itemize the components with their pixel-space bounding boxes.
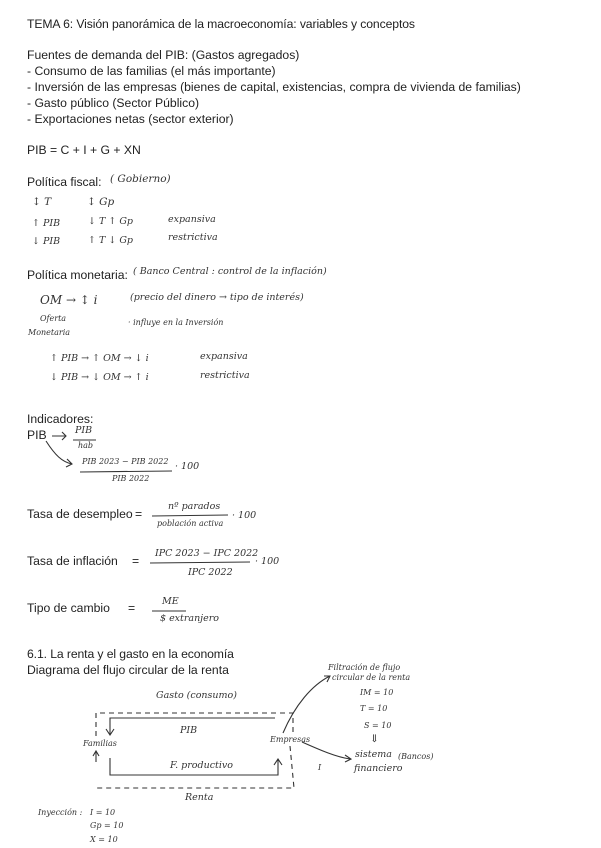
demand-item: - Consumo de las familias (el más importante) bbox=[27, 64, 276, 78]
diagram-empresas: Empresas bbox=[270, 735, 311, 744]
diagram-inj-gp: Gp = 10 bbox=[90, 821, 124, 830]
unemployment-label: Tasa de desempleo bbox=[27, 507, 133, 521]
monetary-influye: · influye en la Inversión bbox=[128, 318, 224, 327]
pib-arrow bbox=[52, 432, 66, 440]
diagram-bancos: (Bancos) bbox=[398, 752, 434, 761]
inflation-bar bbox=[150, 562, 250, 563]
diagram-pib: PIB bbox=[180, 725, 198, 736]
filtration-arrow bbox=[283, 676, 330, 733]
exchange-eq: = bbox=[128, 601, 136, 615]
monetary-om-note: (precio del dinero → tipo de interés) bbox=[130, 292, 304, 303]
diagram-sistema: sistema bbox=[355, 749, 392, 760]
inflation-label: Tasa de inflación bbox=[27, 554, 118, 568]
inflation-times100: · 100 bbox=[255, 556, 280, 567]
fiscal-row2-pib: ↓ PIB bbox=[32, 236, 61, 247]
pib-formula: PIB = C + I + G + XN bbox=[27, 143, 141, 157]
growth-bar bbox=[80, 471, 172, 472]
exchange-num: ME bbox=[162, 596, 179, 607]
unemployment-num: nº parados bbox=[168, 501, 221, 512]
exchange-label: Tipo de cambio bbox=[27, 601, 110, 615]
diagram-familias: Familias bbox=[83, 739, 117, 748]
unemployment-bar bbox=[152, 515, 228, 516]
monetary-row2: ↓ PIB → ↓ OM → ↑ i bbox=[50, 372, 149, 383]
fiscal-row1-tools: ↓ T ↑ Gp bbox=[88, 216, 133, 227]
diagram-s: S = 10 bbox=[364, 721, 392, 730]
savings-arrow bbox=[302, 742, 351, 762]
indicators-heading: Indicadores: bbox=[27, 412, 94, 426]
monetary-label: Política monetaria: bbox=[27, 268, 128, 282]
indicators-pib: PIB bbox=[27, 428, 47, 442]
demand-heading: Fuentes de demanda del PIB: (Gastos agregados) bbox=[27, 48, 300, 62]
diagram-im: IM = 10 bbox=[360, 688, 394, 697]
monetary-monetaria: Monetaria bbox=[28, 328, 71, 337]
diagram-filtracion-1: Filtración de flujo bbox=[328, 663, 401, 672]
inflation-num: IPC 2023 − IPC 2022 bbox=[155, 548, 259, 559]
monetary-row2-type: restrictiva bbox=[200, 370, 250, 381]
inflation-den: IPC 2022 bbox=[188, 567, 233, 578]
diagram-gasto: Gasto (consumo) bbox=[156, 690, 237, 701]
growth-num: PIB 2023 − PIB 2022 bbox=[82, 457, 169, 466]
diagram-i: I bbox=[318, 763, 322, 772]
section-subtitle: Diagrama del flujo circular de la renta bbox=[27, 663, 229, 677]
section-title: 6.1. La renta y el gasto en la economía bbox=[27, 647, 234, 661]
demand-item: - Gasto público (Sector Público) bbox=[27, 96, 200, 110]
pib-per-capita-num: PIB bbox=[75, 425, 93, 436]
pib-curve-arrow bbox=[46, 441, 72, 467]
dashed-top-loop bbox=[96, 713, 293, 736]
dashed-bottom-loop bbox=[96, 746, 294, 788]
monetary-row1: ↑ PIB → ↑ OM → ↓ i bbox=[50, 353, 149, 364]
diagram-inyeccion: Inyección : bbox=[38, 808, 83, 817]
monetary-note: ( Banco Central : control de la inflación) bbox=[133, 266, 327, 277]
diagram-t: T = 10 bbox=[360, 704, 388, 713]
fiscal-label: Política fiscal: bbox=[27, 175, 102, 189]
diagram-f-productivo: F. productivo bbox=[170, 760, 233, 771]
demand-item: - Exportaciones netas (sector exterior) bbox=[27, 112, 234, 126]
diagram-down-arrow: ⇓ bbox=[370, 733, 379, 745]
unemployment-eq: = bbox=[135, 507, 143, 521]
diagram-inj-i: I = 10 bbox=[90, 808, 116, 817]
unemployment-times100: · 100 bbox=[232, 510, 257, 521]
demand-item: - Inversión de las empresas (bienes de capital, existencias, compra de vivienda de familias) bbox=[27, 80, 521, 94]
injection-arrow bbox=[93, 751, 99, 762]
fiscal-note: ( Gobierno) bbox=[110, 173, 171, 185]
diagram-renta: Renta bbox=[185, 792, 214, 803]
exchange-den: $ extranjero bbox=[160, 613, 220, 624]
pib-flow bbox=[106, 718, 275, 735]
fiscal-row1-pib: ↑ PIB bbox=[32, 218, 61, 229]
fiscal-tool-gp: ↕ Gp bbox=[87, 196, 115, 208]
diagram-filtracion-2: circular de la renta bbox=[332, 673, 411, 682]
fiscal-row2-tools: ↑ T ↓ Gp bbox=[88, 235, 133, 246]
pib-per-capita-den: hab bbox=[78, 441, 94, 450]
monetary-om: OM → ↕ i bbox=[40, 293, 98, 307]
monetary-oferta: Oferta bbox=[40, 314, 67, 323]
page-title: TEMA 6: Visión panorámica de la macroeconomía: variables y conceptos bbox=[27, 17, 415, 31]
fiscal-row2-type: restrictiva bbox=[168, 232, 218, 243]
diagram-financiero: financiero bbox=[354, 763, 403, 774]
monetary-row1-type: expansiva bbox=[200, 351, 248, 362]
fproductivo-flow bbox=[110, 758, 282, 775]
inflation-eq: = bbox=[132, 554, 140, 568]
growth-den: PIB 2022 bbox=[112, 474, 150, 483]
growth-times100: · 100 bbox=[175, 461, 200, 472]
unemployment-den: población activa bbox=[157, 519, 224, 528]
fiscal-tool-t: ↕ T bbox=[32, 196, 52, 208]
fiscal-row1-type: expansiva bbox=[168, 214, 216, 225]
diagram-inj-x: X = 10 bbox=[90, 835, 118, 844]
